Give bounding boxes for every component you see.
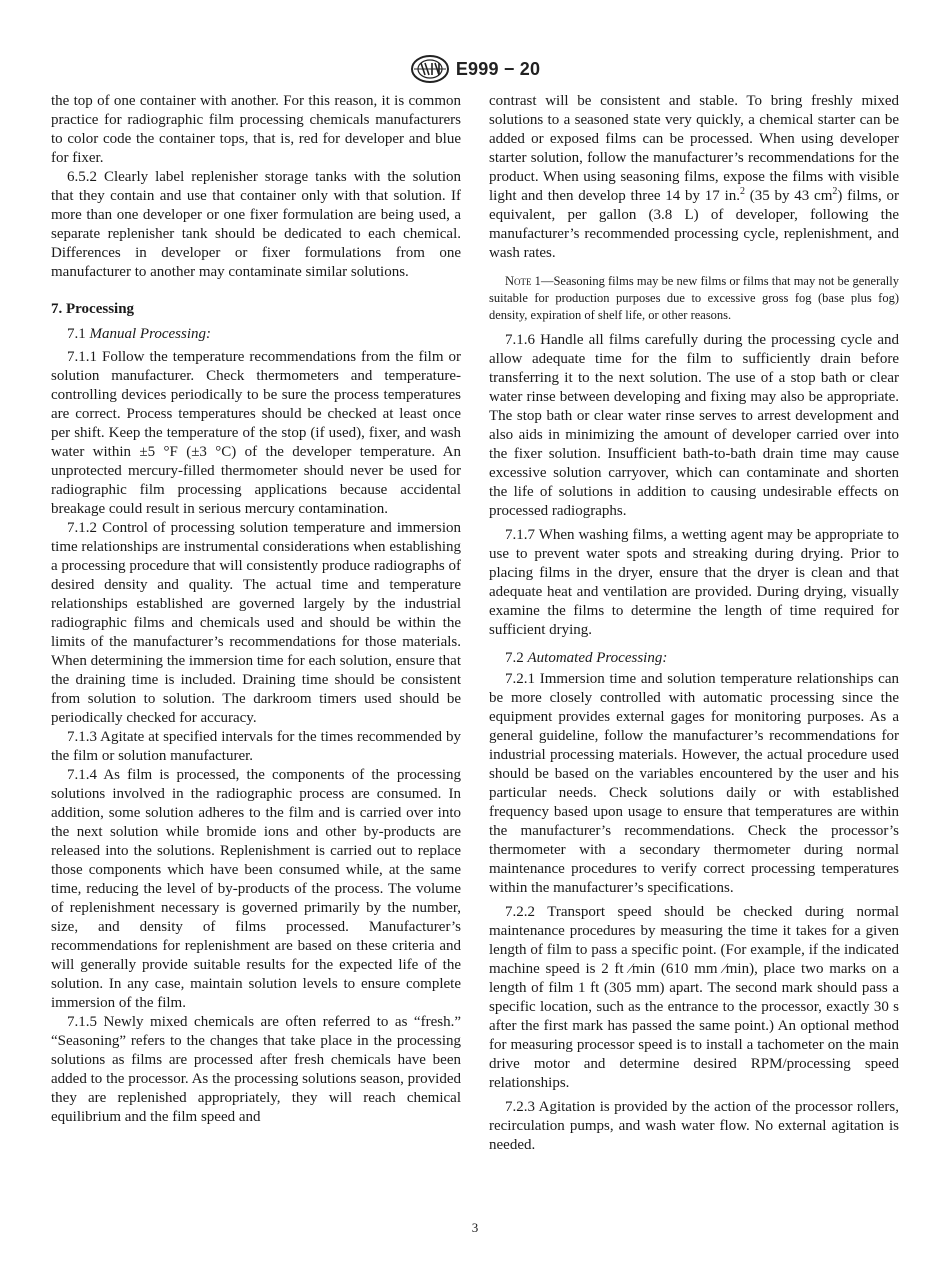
paragraph-7-1-2: 7.1.2 Control of processing solution temperature and immersion time relationships are instrumental considerations when establishing a processing procedure that will consistently produce radiographs of desired density and quality. The actual time and temperature relationships established are governed largely by the industrial radiographic films and chemicals used and should be within the limits of the manufacturer’s recommendations for those materials. When determining the immersion time for each solution, ensure that the draining time is included. Draining time should be consistent from solution to solution. The darkroom timers used should be periodically checked for accuracy. (51, 520, 461, 726)
subsection-number: 7.1 (67, 326, 86, 342)
right-column (489, 92, 899, 1155)
section-heading-processing: 7. Processing (51, 301, 135, 317)
subsection-title: Manual Processing: (89, 326, 212, 342)
superscript: 2 (740, 186, 745, 197)
paragraph-7-1-4: 7.1.4 As film is processed, the components of the processing solutions involved in the radiographic process are consumed. In addition, some solution adheres to the film and is carried over into the next solution while bromide ions and other by-products are released into the solutions. Replenishment is carried out to replace those components which have been consumed while, at the same time, reducing the level of by-products of the process. The volume of replenishment necessary is governed primarily by the number, size, and density of films processed. Manufacturer’s recommendations for replenishment are based on these criteria and will generally provide suitable results for the expected life of the solution. In any case, maintain solution levels to ensure complete immersion of the film. (51, 767, 461, 1011)
page-number: 3 (471, 1220, 479, 1235)
paragraph-7-1-3: 7.1.3 Agitate at specified intervals for the times recommended by the film or solution manufacturer. (51, 729, 461, 764)
paragraph-6-5-2: 6.5.2 Clearly label replenisher storage tanks with the solution that they contain and use that container only with that solution. If more than one developer or one fixer formulation are being used, a separate replenisher tank should be dedicated to each chemical. Differences in developer or fixer formulations from one manufacturer to another may contaminate similar solutions. (51, 169, 461, 280)
paragraph-7-1-1: 7.1.1 Follow the temperature recommendations from the film or solution manufacturer. Check thermometers and temperature-controlling devices periodically to be sure the process temperatures are correct. Process temperatures should be checked at least once per shift. Keep the temperature of the stop (if used), fixer, and wash water within ±5 °F (±3 °C) of the developer temperature. An unprotected mercury-filled thermometer should never be used for radiographic film processing applications because accidental breakage could result in serious mercury contamination. (51, 349, 461, 517)
paragraph-7-1-6: 7.1.6 Handle all films carefully during the processing cycle and allow adequate time for the film to sufficiently drain before transferring it to the next solution. The use of a stop bath or clear water rinse between developing and fixing may also be appropriate. The stop bath or clear water rinse serves to arrest development and also aids in minimizing the amount of developer carried over into the fixer solution. Insufficient bath-to-bath drain time may cause excessive solution carryover, which can contaminate and shorten the life of solutions in addition to causing undesirable effects on processed radiographs. (489, 332, 899, 519)
note-1 (489, 273, 899, 324)
paragraph-7-1-5: 7.1.5 Newly mixed chemicals are often referred to as “fresh.” “Seasoning” refers to the changes that take place in the processing solutions as films are processed after fresh chemicals have been added to the processor. As the processing solutions season, provided they are replenished appropriately, they will reach chemical equilibrium and the film speed and (51, 1014, 461, 1125)
superscript: 2 (832, 186, 838, 197)
document-id: E999 − 20 (455, 58, 541, 79)
paragraph-7-1-7: 7.1.7 When washing films, a wetting agent may be appropriate to use to prevent water spots and streaking during drying. Prior to placing films in the dryer, ensure that the dryer is clean and that adequate heat and ventilation are provided. During drying, visually examine the films to determine the length of time required for sufficient drying. (489, 527, 899, 638)
text-run: (35 by 43 cm (745, 188, 833, 204)
continued-paragraph: the top of one container with another. For this reason, it is common practice for radiographic film processing chemicals manufacturers to color code the container tops, that is, red for developer and blue for fixer. (51, 93, 461, 166)
page-header (0, 54, 950, 84)
paragraph-7-2-3: 7.2.3 Agitation is provided by the action of the processor rollers, recirculation pumps, and wash water flow. No external agitation is needed. (489, 1099, 899, 1153)
paragraph-7-2-2: 7.2.2 Transport speed should be checked during normal maintenance procedures by measuring the time it takes for a given length of film to pass a specific point. (For example, if the indicated machine speed is 2 ft ⁄min (610 mm ⁄min), place two marks on a length of film 1 ft (305 mm) apart. The second mark should pass a specific location, such as the entrance to the processor, exactly 30 s after the first mark has passed the same point.) An optional method for measuring processor speed is to install a tachometer on the main drive motor and determine desired RPM/processing speed relationships. (489, 904, 899, 1091)
text-run: ) films, or equivalent, per gallon (3.8 L) of developer, following the manufacturer’s recommended processing cycle, replenishment, and wash rates. (489, 188, 899, 261)
continued-paragraph-7-1-5 (489, 92, 899, 263)
note-label: Note 1 (505, 274, 541, 288)
paragraph-7-2-1: 7.2.1 Immersion time and solution temperature relationships can be more closely controlled with automatic processing since the equipment provides external gages for monitoring purposes. As a general guideline, follow the manufacturer’s recommendations for industrial processing materials. However, the actual procedure used should be based on the variables encountered by the user and his particular needs. Check solutions daily or with established frequency based upon usage to ensure that temperatures are within the manufacturer’s recommendations. Check the processor’s thermometer with a secondary thermometer during normal maintenance procedures to verify correct processing temperatures within the manufacturer’s specifications. (489, 671, 899, 896)
text-run: contrast will be consistent and stable. To bring freshly mixed solutions to a seasoned state very quickly, a chemical starter can be added or exposed films can be processed. When using developer starter solution, follow the manufacturer’s recommendations for the product. When using seasoning films, expose the films with visible light and then develop three 14 by 17 in. (489, 93, 899, 204)
subsection-7-1 (51, 325, 461, 344)
subsection-number: 7.2 (505, 650, 524, 666)
note-text: —Seasoning films may be new films or films that may not be generally suitable for production purposes due to excessive gross fog (base plus fog) density, expiration of shelf life, or other reasons. (489, 274, 899, 322)
astm-logo-icon (410, 54, 450, 84)
subsection-7-2 (489, 649, 899, 668)
subsection-title: Automated Processing: (527, 650, 668, 666)
left-column (51, 92, 461, 1127)
